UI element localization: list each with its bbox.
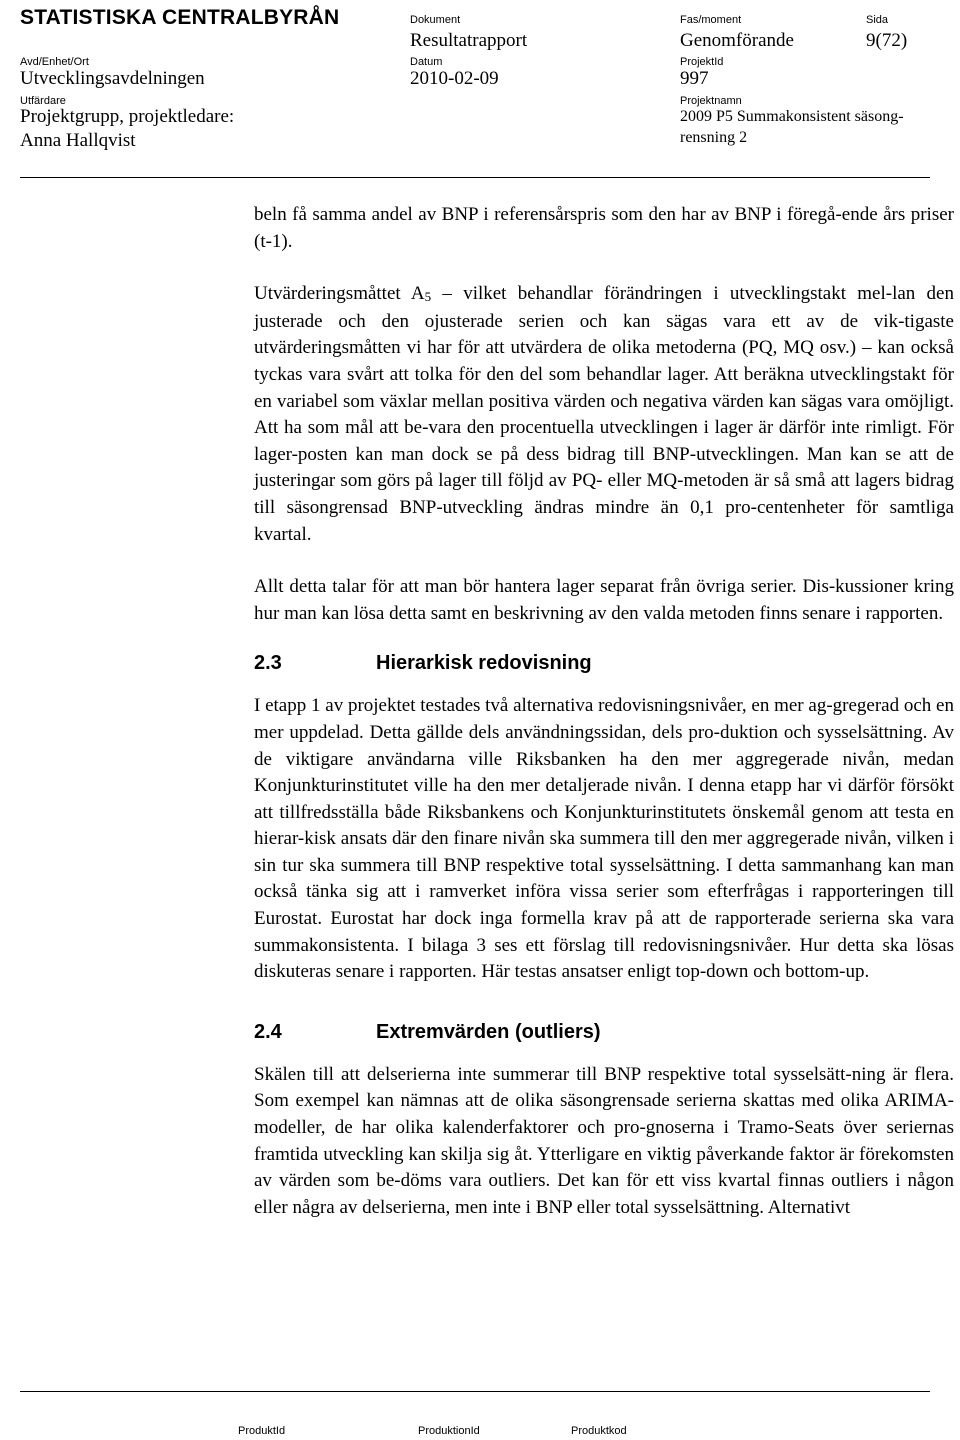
projektnamn-value: 2009 P5 Summakonsistent säsong-rensning 2 bbox=[680, 108, 904, 146]
paragraph-2-start: Utvärderingsmåttet A bbox=[254, 283, 425, 305]
utfardare-label: Utfärdare bbox=[20, 95, 66, 107]
paragraph-5: Skälen till att delserierna inte summerar till BNP respektive total sysselsätt-ning är flera. Som exempel kan nämnas att de olika säsongrensade serierna skattas med olika ARIMA-modeller, de har olika kalenderfaktorer och pro-gnoserna i Tramo-Seats över seriernas framtida utveckling kan skilja sig åt. Ytterligare en viktig påverkande faktor är förekomsten av värden som be-döms vara outliers. Det kan för ett viss kvartal finnas outliers i någon eller några av delserierna, men inte i BNP eller total sysselsättning. Alternativt bbox=[254, 1063, 954, 1218]
section-number: 2.4 bbox=[254, 1020, 282, 1043]
paragraph-4: I etapp 1 av projektet testades två alternativa redovisningsnivåer, en mer ag-gregerad och en mer uppdelad. Detta gällde dels användningssidan, dels pro-duktion och sysselsättning. Av de viktigare användarna ville Riksbanken ha den mer aggregerade nivån, medan Konjunkturinstitutet ville ha den mer detaljerade nivån. I denna etapp har vi därför försökt att tillfredsställa både Riksbankens och Konjunkturinstitutets önskemål genom att testa en hierar-kisk ansats där den finare nivån ska summera till den mer aggregerade nivån, vilken i sin tur ska summera till BNP respektive total sysselsättning. I detta sammanhang kan man också tänka sig att i ramverket införa vissa serier som efterfrågas i rapporteringen till Eurostat. Eurostat har dock inga formella krav på att de rapporterade serierna ska vara summakonsistenta. I bilaga 3 ses ett förslag till redovisningsnivåer. Hur detta ska lösas diskuteras senare i rapporten. Här testas ansatser enligt top-down och bottom-up. bbox=[254, 695, 954, 983]
dokument-value: Resultatrapport bbox=[410, 30, 528, 51]
projektid-value: 997 bbox=[680, 68, 709, 89]
section-number: 2.3 bbox=[254, 652, 282, 675]
utfardare-value-line2: Anna Hallqvist bbox=[20, 130, 136, 151]
datum-label: Datum bbox=[410, 56, 443, 68]
projektnamn-label: Projektnamn bbox=[680, 95, 742, 107]
avd-value: Utvecklingsavdelningen bbox=[20, 68, 205, 89]
dokument-label: Dokument bbox=[410, 14, 461, 26]
section-title: Hierarkisk redovisning bbox=[376, 652, 592, 675]
produktkod-label: Produktkod bbox=[571, 1425, 627, 1437]
produktionid-label: ProduktionId bbox=[418, 1425, 480, 1437]
section-title: Extremvärden (outliers) bbox=[376, 1020, 601, 1043]
header-divider bbox=[20, 177, 930, 178]
fas-value: Genomförande bbox=[680, 30, 794, 51]
fas-label: Fas/moment bbox=[680, 14, 742, 26]
produktid-label: ProduktId bbox=[238, 1425, 286, 1437]
footer-divider bbox=[20, 1391, 930, 1392]
datum-value: 2010-02-09 bbox=[410, 68, 499, 89]
section-heading-2-4 bbox=[254, 1020, 954, 1044]
page-number: 9(72) bbox=[866, 30, 908, 51]
projektid-label: ProjektId bbox=[680, 56, 724, 68]
paragraph-2-rest: – vilket behandlar förändringen i utvecklingstakt mel-lan den justerade och den ojusterade serien och kan sägas vara ett av de vik-tigaste utvärderingsmåtten vi har för att utvärdera de olika metoderna (PQ, MQ osv.) – kan också tyckas vara svårt att tolka för den del som behandlar lager. Att beräkna utvecklingstakt för en variabel som växlar mellan positiva värden och negativa värden kan sägas vara omöjligt. Att ha som mål att be-vara den procentuella utvecklingen i lager är därför inte rimligt. För lager-posten kan man dock se på dess bidrag till BNP-utvecklingen. Man kan se att de justeringar som görs på lager till följd av PQ- eller MQ-metoden är så små att lagers bidrag till säsongrensad BNP-utveckling ändras mindre än 0,1 pro-centenheter för samtliga kvartal. bbox=[254, 283, 954, 545]
section-heading-2-3 bbox=[254, 651, 954, 675]
paragraph-3: Allt detta talar för att man bör hantera lager separat från övriga serier. Dis-kussioner kring hur man kan lösa detta samt en beskrivning av den valda metoden finns senare i rapporten. bbox=[254, 576, 954, 624]
organization-name: STATISTISKA CENTRALBYRÅN bbox=[20, 6, 340, 29]
avd-label: Avd/Enhet/Ort bbox=[20, 56, 89, 68]
paragraph-1: beln få samma andel av BNP i referensårspris som den har av BNP i föregå-ende års priser (t-1). bbox=[254, 204, 954, 252]
paragraph-2 bbox=[254, 281, 954, 548]
sida-label: Sida bbox=[866, 14, 889, 26]
utfardare-value-line1: Projektgrupp, projektledare: bbox=[20, 106, 235, 127]
document-body bbox=[254, 202, 954, 1221]
subscript-5: 5 bbox=[424, 289, 432, 305]
